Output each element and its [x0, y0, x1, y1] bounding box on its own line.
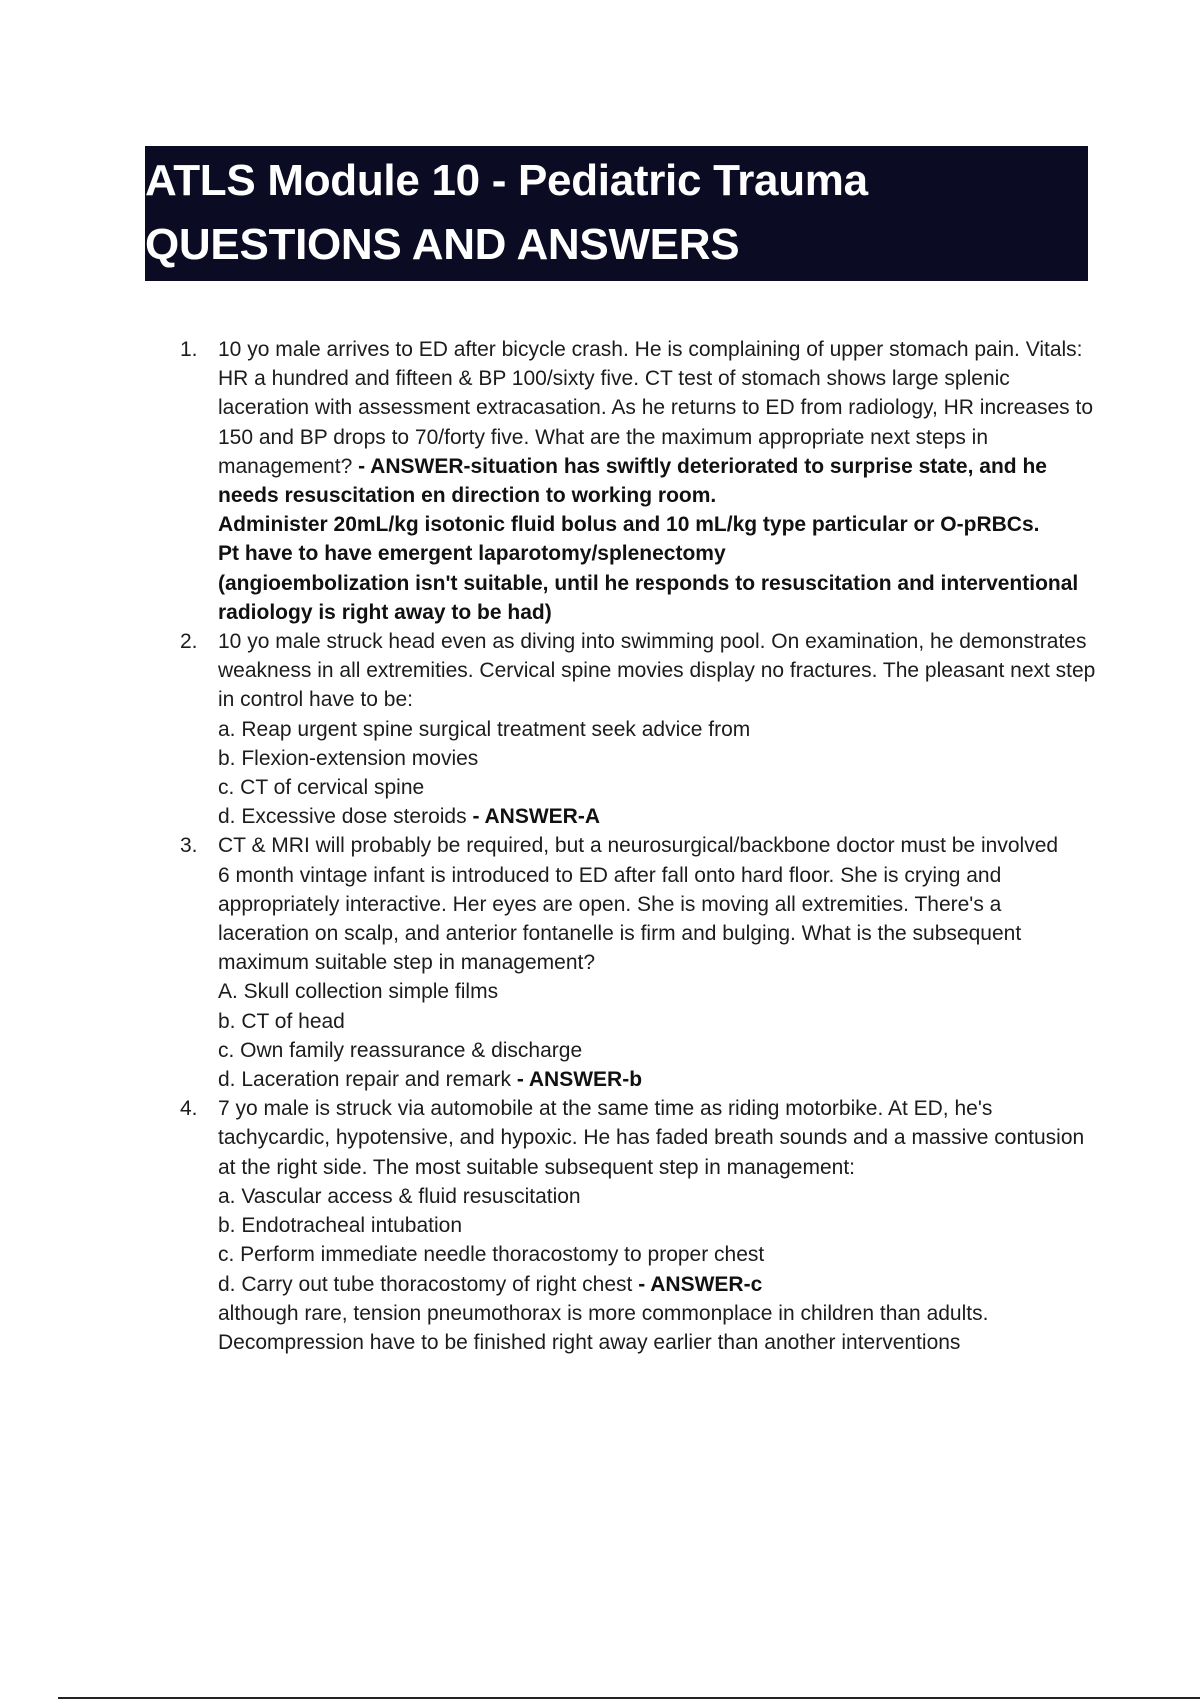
question-number: 3.	[180, 834, 198, 858]
question-number: 1.	[180, 338, 198, 361]
answer-detail: Administer 20mL/kg isotonic fluid bolus and 10 mL/kg type particular or O-pRBCs.	[218, 513, 1040, 537]
option-a: a. Vascular access & fluid resuscitation	[218, 1184, 581, 1208]
question-item-1	[176, 335, 1096, 627]
question-item-3	[176, 831, 1096, 1094]
question-number: 4.	[180, 1097, 198, 1121]
question-text: 10 yo male arrives to ED after bicycle crash. He is complaining of upper stomach pain. Vitals: HR a hundred and fifteen & BP 100/sixty five. CT test of stomach shows large splenic laceration with assessment extracasation. As he returns to ED from radiology, HR increases to 150 and BP drops to 70/forty five. What are the maximum appropriate next steps in management?	[218, 338, 1093, 478]
option-c: c. CT of cervical spine	[218, 776, 425, 800]
question-text: 7 yo male is struck via automobile at the same time as riding motorbike. At ED, he's tachycardic, hypotensive, and hypoxic. He has faded breath sounds and a massive contusion at the right side. The most suitable subsequent step in management:	[218, 1097, 1085, 1179]
answer-text: - ANSWER-situation has swiftly deteriorated to surprise state, and he needs resuscitation en direction to working room.	[218, 454, 1047, 508]
answer-detail: (angioembolization isn't suitable, until he responds to resuscitation and interventional radiology is right away to be had)	[218, 571, 1079, 624]
option-b: b. Endotracheal intubation	[218, 1214, 463, 1238]
option-b: b. CT of head	[218, 1009, 345, 1033]
answer-detail: Pt have to have emergent laparotomy/splenectomy	[218, 542, 726, 566]
option-a: A. Skull collection simple films	[218, 980, 499, 1004]
title-banner	[145, 146, 1088, 281]
question-preamble: CT & MRI will probably be required, but a neurosurgical/backbone doctor must be involved	[218, 834, 1059, 858]
question-item-2	[176, 627, 1096, 831]
question-text: 6 month vintage infant is introduced to ED after fall onto hard floor. She is crying and appropriately interactive. Her eyes are open. She is moving all extremities. There's a laceration on scalp, and anterior fontanelle is firm and bulging. What is the subsequent maximum suitable step in management?	[218, 863, 1022, 975]
option-d: d. Carry out tube thoracostomy of right chest	[218, 1272, 633, 1296]
answer-text: - ANSWER-A	[472, 805, 601, 829]
document-subtitle: QUESTIONS AND ANSWERS	[145, 220, 740, 269]
option-c: c. Own family reassurance & discharge	[218, 1038, 583, 1062]
question-number: 2.	[180, 630, 198, 654]
option-b: b. Flexion-extension movies	[218, 746, 479, 770]
option-c: c. Perform immediate needle thoracostomy to proper chest	[218, 1243, 765, 1267]
question-text: 10 yo male struck head even as diving into swimming pool. On examination, he demonstrates weakness in all extremities. Cervical spine movies display no fractures. The pleasant next step in control have to be:	[218, 630, 1096, 712]
answer-text: - ANSWER-c	[638, 1272, 763, 1296]
option-a: a. Reap urgent spine surgical treatment seek advice from	[218, 717, 751, 741]
document-title: ATLS Module 10 - Pediatric Trauma	[145, 156, 868, 205]
footer-divider	[58, 1697, 1200, 1699]
option-d: d. Excessive dose steroids	[218, 805, 467, 829]
question-item-4	[176, 1094, 1096, 1357]
answer-text: - ANSWER-b	[516, 1068, 643, 1092]
answer-explanation: although rare, tension pneumothorax is more commonplace in children than adults. Decompression have to be finished right away earlier than another interventions	[218, 1301, 989, 1354]
question-list	[176, 335, 1096, 1357]
option-d: d. Laceration repair and remark	[218, 1068, 511, 1092]
